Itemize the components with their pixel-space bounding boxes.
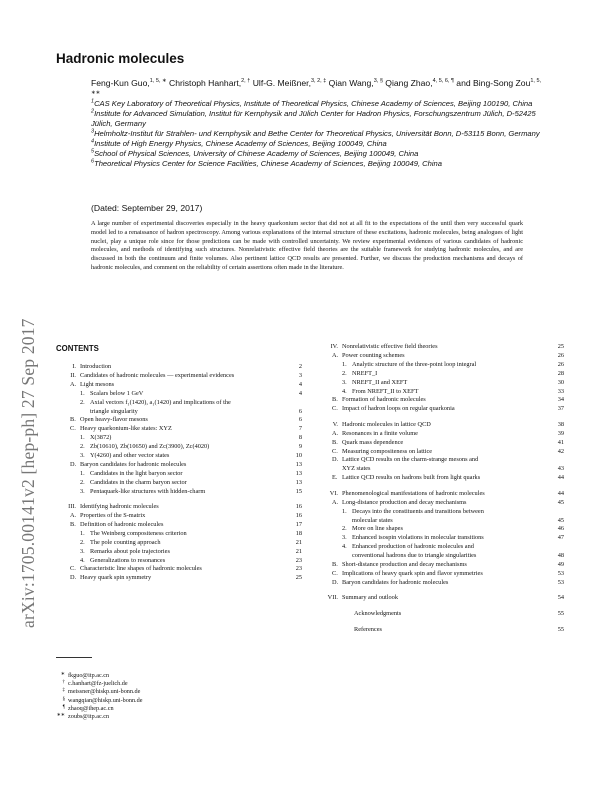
author-affiliation-marks: 2, † [241,78,251,85]
toc-entry-page: 10 [295,452,302,459]
toc-entry-page: 46 [557,525,564,533]
toc-entry-title: Enhanced production of hadronic molecules and [352,543,474,551]
toc-entry-title: Heavy quarkonium-like states: XYZ [80,425,172,433]
affiliation-text: Institute for Advanced Simulation, Institut für Kernphysik and Jülich Center for Hadron Physics, Forschungszentrum Jülich, D-52425 Jülich, Germany [91,109,536,128]
toc-entry [56,425,306,434]
toc-entry-title: Formation of hadronic molecules [342,396,426,404]
toc-entry [318,517,568,526]
toc-entry-page: 42 [557,447,564,455]
toc-entry-number: C. [70,425,76,433]
toc-entry-title: Heavy quark spin symmetry [80,574,152,582]
toc-entry-title: From NREFT_II to XEFT [352,387,419,395]
toc-entry-number: 3. [80,452,85,459]
toc-entry-page: 18 [295,529,302,537]
toc-entry-title: The pole counting approach [90,538,161,546]
toc-entry-number: 1. [80,469,85,477]
toc-entry-number: B. [332,438,338,446]
toc-entry-page: 4 [298,389,302,397]
toc-entry-number: 1. [80,529,85,537]
toc-entry-title: conventional hadrons due to triangle singularities [352,552,477,560]
toc-entry-number: V. [332,420,338,428]
toc-entry-title: NREFT_II and XEFT [352,378,408,386]
affiliation-number: 3 [91,128,95,135]
toc-entry-title: Generalizations to resonances [90,556,166,564]
toc-entry [318,430,568,439]
toc-entry-title: Identifying hadronic molecules [80,503,159,511]
toc-entry-page: 45 [557,498,564,506]
affiliation [91,149,559,159]
toc-entry-title: Pentaquark-like structures with hidden-charm [90,487,206,495]
toc-entry-page: 13 [295,469,302,477]
toc-entry-page: 13 [295,460,302,468]
toc-entry-title: X(3872) [90,434,112,442]
footnote-rule [56,657,92,658]
affiliation-text: CAS Key Laboratory of Theoretical Physics, Institute of Theoretical Physics, Chinese Academy of Sciences, Beijing 100190, China [94,99,533,108]
footnote [56,680,142,688]
affiliation-text: Institute of High Energy Physics, Chinese Academy of Sciences, Beijing 100049, China [94,139,387,148]
toc-entry [318,361,568,370]
toc-entry-title: Scalars below 1 GeV [90,389,144,397]
toc-entry-page: 53 [557,569,564,577]
toc-entry-page: 25 [557,343,564,350]
toc-entry-title: Properties of the S-matrix [80,512,146,520]
toc-entry-page: 23 [295,565,302,573]
toc-entry-page: 49 [557,561,564,569]
toc-entry-number: D. [332,456,339,464]
toc-entry-number: B. [332,396,338,404]
toc-entry-page: 6 [298,407,302,415]
toc-entry-page: 26 [557,351,564,359]
contents-heading: CONTENTS [56,344,99,353]
toc-entry-title: References [354,625,382,633]
toc-entry-number: 3. [342,378,347,386]
toc-entry-page: 7 [298,425,302,433]
footnote-mark: ¶ [62,704,65,710]
toc-entry-title: Light mesons [80,380,115,388]
toc-entry-number: C. [332,447,338,455]
toc-entry-number: D. [332,578,339,586]
toc-entry-title: More on line shapes [352,525,403,533]
toc-entry-number: C. [332,569,338,577]
toc-entry-title: Baryon candidates for hadronic molecules [342,578,449,586]
toc-entry [56,488,306,497]
toc-entry-title: Nonrelativistic effective field theories [342,343,438,350]
toc-entry-title: Summary and outlook [342,594,398,602]
footnote-email: c.hanhart@fz-juelich.de [68,680,128,688]
author-affiliation-marks: 1, 5, ∗∗ [91,78,542,97]
toc-entry-page: 34 [557,396,564,404]
toc-entry-page: 28 [557,369,564,377]
toc-entry-number: 4. [342,387,347,395]
affiliation-text: Helmholtz-Institut für Strahlen- und Kernphysik and Bethe Center for Theoretical Physics, Universität Bonn, D-53115 Bonn, Germany [94,129,540,138]
toc-entry-number: 2. [342,369,347,377]
toc-entry [318,448,568,457]
toc-entry-title: Candidates in the light baryon sector [90,469,183,477]
affiliation-number: 1 [91,98,95,105]
toc-entry [318,579,568,588]
toc-entry-page: 37 [557,405,564,413]
toc-left-column [56,363,306,623]
toc-entry-page: 4 [298,380,302,388]
toc-entry-page: 2 [298,363,302,370]
toc-entry-number: A. [332,429,339,437]
toc-entry [318,421,568,430]
toc-entry [318,508,568,517]
toc-entry-number: B. [70,520,76,528]
toc-entry-title: Y(4260) and other vector states [90,452,170,459]
toc-entry-title: Impact of hadron loops on regular quarkonia [342,405,455,413]
toc-entry-number: 4. [342,543,347,551]
toc-entry-title: Analytic structure of the three-point loop integral [352,360,477,368]
toc-entry-page: 38 [557,420,564,428]
toc-entry-title: Resonances in a finite volume [342,429,418,437]
toc-entry-page: 15 [295,487,302,495]
toc-entry-title: Short-distance production and decay mechanisms [342,561,467,569]
toc-entry [318,552,568,561]
affiliation-number: 4 [91,138,95,145]
toc-entry-page: 25 [295,574,302,582]
toc-entry [318,379,568,388]
toc-entry [56,434,306,443]
toc-entry-title: The Weinberg compositeness criterion [90,529,187,537]
toc-entry-title: Decays into the constituents and transitions between [352,507,484,515]
toc-entry-title: Candidates in the charm baryon sector [90,478,187,486]
toc-entry [318,370,568,379]
toc-entry-number: 1. [80,389,85,397]
toc-entry-title: Phenomenological manifestations of hadronic molecules [342,489,485,497]
footnote [56,688,142,696]
toc-entry [56,539,306,548]
toc-entry-number: A. [332,351,339,359]
toc-entry-page: 45 [557,516,564,524]
footnote-list [56,672,142,721]
toc-entry-number: II. [70,371,76,379]
toc-entry-title: Quark mass dependence [342,438,404,446]
footnote-mark: ‡ [62,688,65,694]
affiliation [91,159,559,169]
toc-entry-page: 47 [557,534,564,542]
toc-entry [56,512,306,521]
toc-entry [318,474,568,483]
toc-entry [318,525,568,534]
toc-entry [56,530,306,539]
affiliation-text: Theoretical Physics Center for Science Facilities, Chinese Academy of Sciences, Beijing 100049, China [94,159,442,168]
author-name: Ulf-G. Meißner, [250,78,311,88]
toc-entry-number: D. [70,460,77,468]
toc-entry-number: 2. [80,478,85,486]
toc-entry-title: Hadronic molecules in lattice QCD [342,420,431,428]
toc-entry [318,343,568,352]
toc-entry-page: 53 [557,578,564,586]
toc-entry-number: 3. [80,487,85,495]
toc-entry-title: Definition of hadronic molecules [80,520,164,528]
toc-entry-page: 41 [557,438,564,446]
toc-entry-number: 2. [80,538,85,546]
toc-entry-page: 3 [298,371,302,379]
toc-entry [56,470,306,479]
footnote-mark: § [62,696,65,702]
toc-entry [318,610,568,619]
toc-entry-number: 2. [342,525,347,533]
toc-entry [56,443,306,452]
toc-entry-number: A. [332,498,339,506]
toc-entry-title: Lattice QCD results on hadrons built from light quarks [342,474,481,482]
footnote-email: meissner@hiskp.uni-bonn.de [68,688,141,696]
toc-entry-page: 55 [557,625,564,633]
toc-entry-number: B. [332,561,338,569]
toc-entry [56,390,306,399]
author-name: Qian Wang, [326,78,374,88]
toc-entry-title: Open heavy-flavor mesons [80,416,148,424]
toc-entry-number: D. [70,574,77,582]
toc-entry-number: VI. [329,489,338,497]
toc-entry-page: 26 [557,360,564,368]
footnote [56,672,142,680]
toc-entry-title: Enhanced isospin violations in molecular transitions [352,534,484,542]
toc-entry-number: E. [332,474,338,482]
affiliation-number: 2 [91,108,95,115]
toc-entry-page: 6 [298,416,302,424]
toc-entry-page: 44 [557,474,564,482]
toc-entry-title: Introduction [80,363,112,370]
footnote-email: zhaoq@ihep.ac.cn [68,704,114,712]
toc-entry-title: Baryon candidates for hadronic molecules [80,460,187,468]
date-line: (Dated: September 29, 2017) [91,203,203,213]
author-name: Christoph Hanhart, [166,78,242,88]
toc-entry [56,548,306,557]
toc-right-column [318,343,568,663]
toc-entry-title: Lattice QCD results on the charm-strange mesons and [342,456,479,464]
toc-entry-page: 30 [557,378,564,386]
toc-entry [318,499,568,508]
toc-entry [56,399,306,408]
toc-entry [318,465,568,474]
toc-entry-page: 16 [295,512,302,520]
toc-entry [318,543,568,552]
toc-entry [318,626,568,635]
author-affiliation-marks: 4, 5, 6, ¶ [432,78,454,85]
author-list [91,77,551,101]
toc-entry-number: B. [70,416,76,424]
toc-entry-page: 9 [298,443,302,451]
toc-entry [318,396,568,405]
affiliation [91,99,559,109]
abstract: A large number of experimental discoveries especially in the heavy quarkonium sector that did not at all fit to the expectations of the until then very successful quark model led to a renaissance of hadron spectroscopy. Among various explanations of the internal structure of these excitations, hadronic molecules, being analogues of light nuclei, play a unique role since for those predictions can be made with controlled uncertainty. We review experimental evidences of various candidates of hadronic molecules, and methods of identifying such structures. Nonrelativistic effective field theories are the suitable framework for studying hadronic molecules, and are discussed in both the continuum and finite volumes. Also pertinent lattice QCD results are presented. Further, we discuss the production mechanisms and decays of hadronic molecules, and comment on the reliability of certain assertions often made in the literature. [91,220,523,271]
footnote-mark: † [62,680,65,686]
toc-entry-number: IV. [330,343,338,350]
toc-entry-page: 13 [295,478,302,486]
author-name: and Bing-Song Zou [453,78,531,88]
toc-entry [56,479,306,488]
toc-entry [56,565,306,574]
toc-entry-title: Characteristic line shapes of hadronic molecules [80,565,202,573]
toc-entry-title: Acknowledgments [354,610,402,617]
toc-entry [318,352,568,361]
toc-entry [318,570,568,579]
toc-entry [56,557,306,566]
toc-entry-page: 55 [557,610,564,617]
toc-entry-page: 21 [295,538,302,546]
toc-entry-number: 1. [342,360,347,368]
affiliation-number: 5 [91,148,95,155]
toc-entry [318,594,568,603]
toc-entry-title: Remarks about pole trajectories [90,547,170,555]
toc-entry [318,439,568,448]
toc-entry-number: VII. [327,594,338,602]
toc-entry-page: 23 [295,556,302,564]
arxiv-identifier: arXiv:1705.00141v2 [hep-ph] 27 Sep 2017 [18,318,38,628]
author-name: Feng-Kun Guo, [91,78,150,88]
toc-entry-page: 39 [557,429,564,437]
footnote [56,713,142,721]
toc-entry-number: 4. [80,556,85,564]
toc-entry-number: 1. [342,507,347,515]
toc-entry-page: 33 [557,387,564,395]
affiliation [91,129,559,139]
toc-entry-title: NREFT_I [352,369,378,377]
toc-entry-number: III. [68,503,76,511]
footnote [56,705,142,713]
author-name: Qiang Zhao, [382,78,433,88]
affiliation [91,139,559,149]
toc-entry-title: molecular states [352,516,393,524]
toc-entry [318,561,568,570]
toc-entry-title: XYZ states [342,465,371,473]
toc-entry [56,363,306,372]
toc-entry-title: Candidates of hadronic molecules — experimental evidences [80,371,235,379]
toc-entry [56,372,306,381]
footnote-mark: ∗ [60,672,65,677]
toc-entry-title: Axial vectors f₁(1420), a₁(1420) and implications of the [90,398,231,406]
toc-entry-number: C. [332,405,338,413]
toc-entry [56,416,306,425]
toc-entry [56,521,306,530]
affiliation-list [91,99,559,169]
toc-entry [318,490,568,499]
toc-entry [56,461,306,470]
footnote-email: zoubs@itp.ac.cn [68,713,110,721]
toc-entry-number: A. [70,512,77,520]
toc-entry-title: Power counting schemes [342,351,405,359]
toc-entry-page: 8 [298,434,302,442]
paper-title: Hadronic molecules [56,51,185,66]
toc-entry-number: 3. [342,534,347,542]
toc-entry-page: 16 [295,503,302,511]
toc-entry [56,452,306,461]
toc-entry-title: Zb(10610), Zb(10650) and Zc(3900), Zc(4020) [90,443,210,451]
affiliation-number: 6 [91,158,95,165]
toc-entry-number: I. [72,363,76,370]
toc-entry-title: Measuring compositeness on lattice [342,447,433,455]
author-affiliation-marks: 1, 5, ∗ [149,78,167,85]
toc-entry-page: 54 [557,594,564,602]
toc-entry [56,408,306,417]
toc-entry-number: A. [70,380,77,388]
toc-entry-title: triangle singularity [90,407,138,415]
toc-entry-number: 3. [80,547,85,555]
toc-entry-number: C. [70,565,76,573]
footnote-mark: ∗∗ [56,713,65,719]
toc-entry-page: 21 [295,547,302,555]
toc-entry-page: 17 [295,520,302,528]
toc-entry-number: 1. [80,434,85,442]
footnote [56,697,142,705]
toc-entry [318,405,568,414]
toc-entry-page: 44 [557,489,564,497]
affiliation [91,109,559,129]
footnote-email: fkguo@itp.ac.cn [68,672,110,679]
affiliation-text: School of Physical Sciences, University of Chinese Academy of Sciences, Beijing 100049, China [94,149,419,158]
footnote-email: wangqian@hiskp.uni-bonn.de [68,696,143,704]
toc-entry-number: 2. [80,443,85,451]
toc-entry [318,456,568,465]
toc-entry-number: 2. [80,398,85,406]
toc-entry-page: 43 [557,465,564,473]
toc-entry [56,381,306,390]
toc-entry-page: 48 [557,552,564,560]
toc-entry [318,534,568,543]
author-affiliation-marks: 3, 2, ‡ [310,78,327,85]
toc-entry-title: Long-distance production and decay mechanisms [342,498,467,506]
toc-entry-title: Implications of heavy quark spin and flavor symmetries [342,569,483,577]
toc-entry [56,503,306,512]
author-affiliation-marks: 3, § [373,78,383,85]
toc-entry [318,388,568,397]
toc-entry [56,574,306,583]
